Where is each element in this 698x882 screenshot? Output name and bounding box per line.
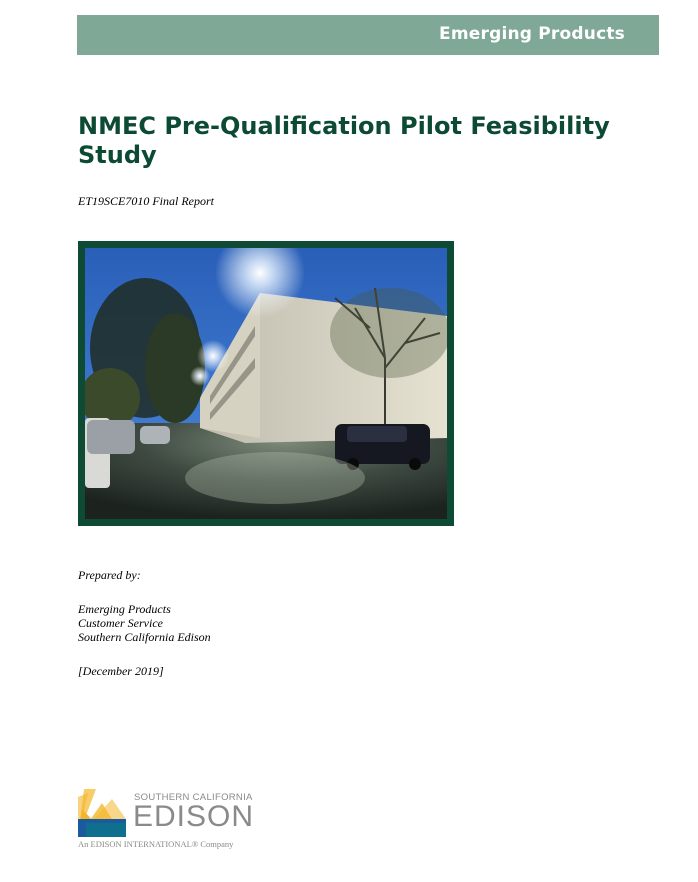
header-banner bbox=[77, 15, 659, 55]
org-line-department: Emerging Products bbox=[78, 602, 171, 616]
sunburst-icon bbox=[78, 789, 126, 837]
organization-block bbox=[78, 602, 211, 644]
cover-photo-frame bbox=[78, 241, 454, 526]
report-id: ET19SCE7010 Final Report bbox=[78, 194, 214, 208]
org-line-division: Customer Service bbox=[78, 616, 163, 630]
edison-logo bbox=[78, 786, 278, 856]
logo-tagline: An EDISON INTERNATIONAL® Company bbox=[78, 839, 234, 849]
report-date: [December 2019] bbox=[78, 664, 164, 678]
prepared-by-label: Prepared by: bbox=[78, 568, 141, 582]
org-line-company: Southern California Edison bbox=[78, 630, 211, 644]
document-title: NMEC Pre-Qualification Pilot Feasibility Study bbox=[78, 112, 610, 169]
cover-photo bbox=[85, 248, 447, 519]
logo-subtitle: SOUTHERN CALIFORNIA bbox=[134, 792, 253, 803]
banner-title: Emerging Products bbox=[439, 24, 625, 44]
logo-wordmark: EDISON bbox=[133, 800, 255, 833]
